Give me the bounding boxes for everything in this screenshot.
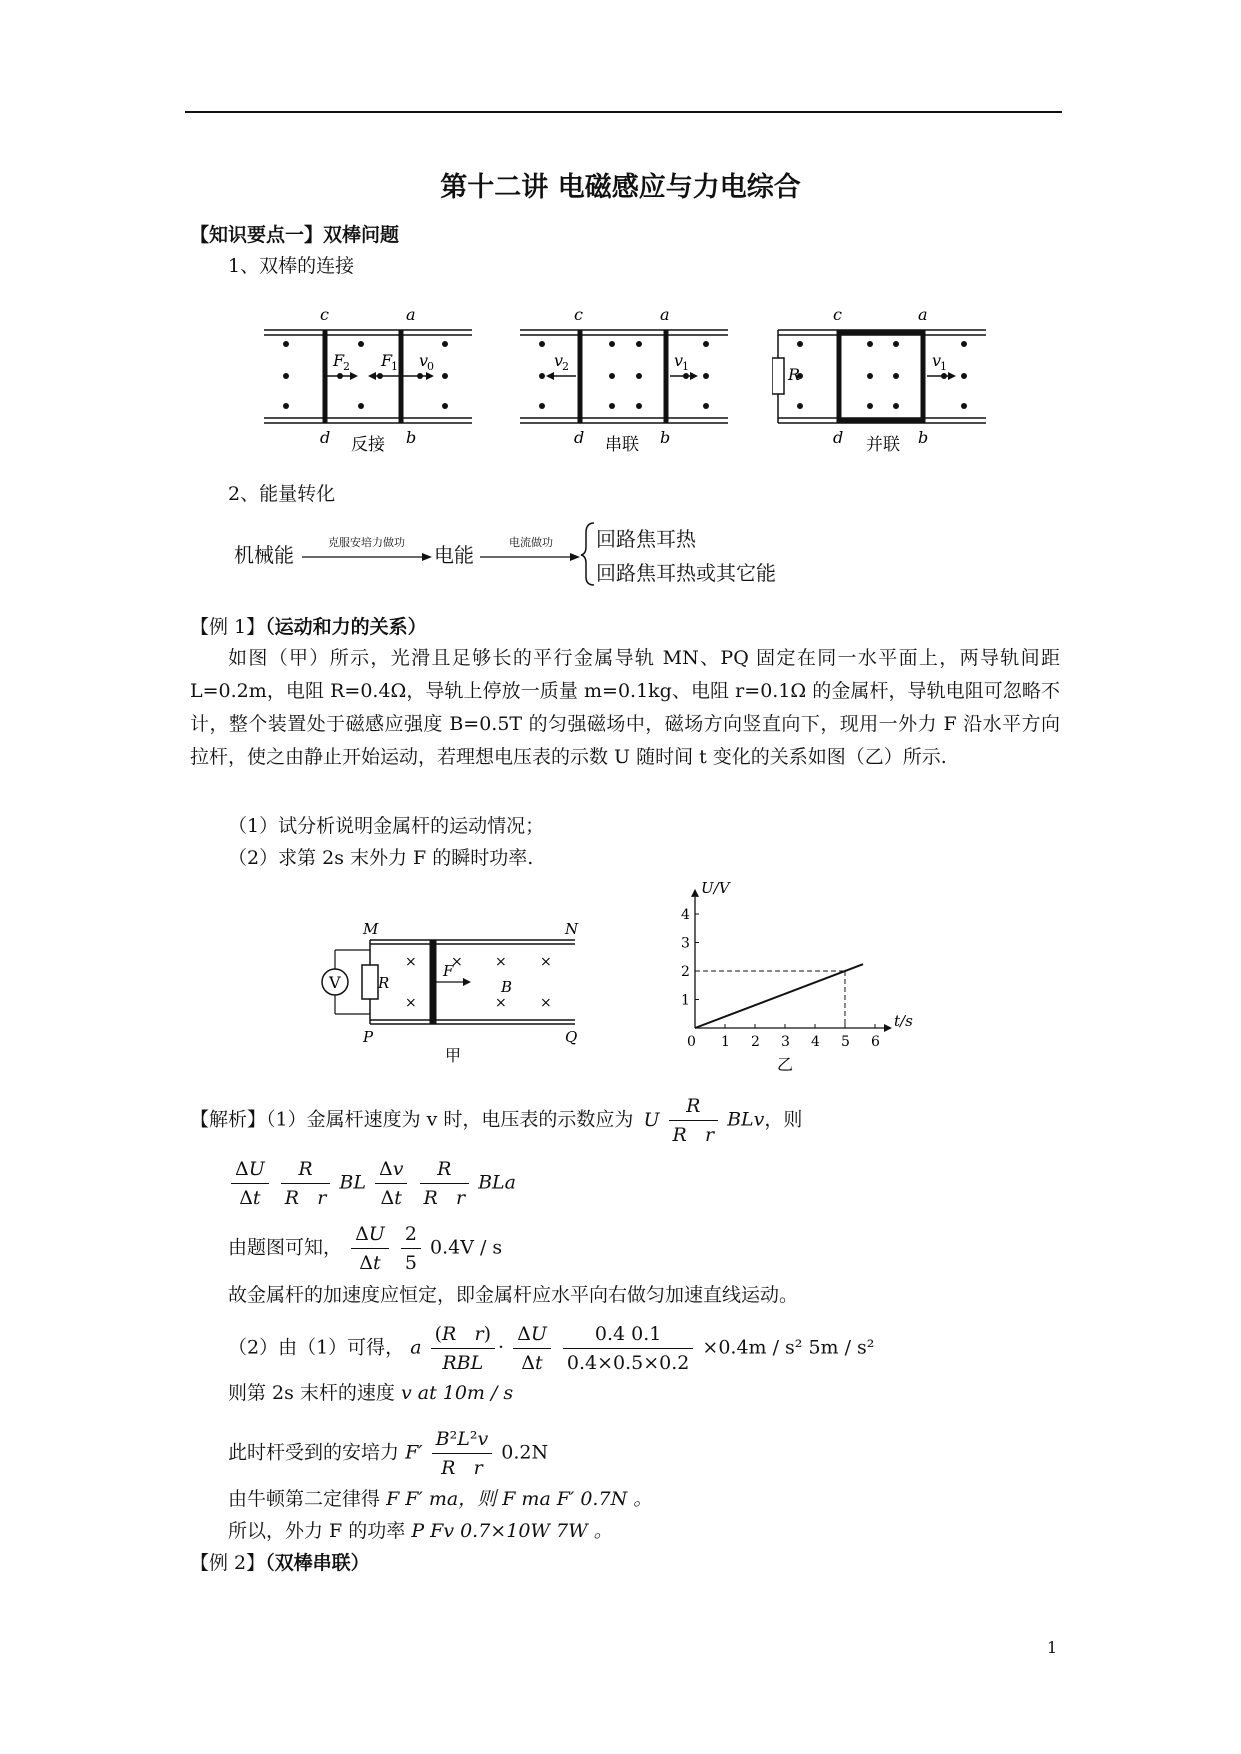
subsection-energy: 2、能量转化 [228,483,336,505]
diagram-parallel-connection [772,300,992,460]
solution-l3-val: 0.4V / s [430,1236,503,1259]
mechanical-energy: 机械能 [234,543,294,567]
x-axis-arrow [884,1024,892,1032]
y-tick-label: 4 [681,907,690,923]
solution-l5-den: 0.4×0.5×0.2 [566,1352,690,1374]
example1-heading [190,612,427,639]
label-R: R [378,974,390,992]
example2-label: 【例 2】 [190,1552,266,1574]
caption-series: 串联 [605,435,639,455]
x-tick-label: 4 [811,1034,820,1050]
label-c: c [833,305,842,324]
y-tick-label: 1 [681,992,690,1009]
label-d: d [574,428,585,447]
solution-l1-tail: ，则 [764,1108,803,1131]
y-tick-label: 3 [681,935,690,952]
figure-jia-circuit [315,918,595,1068]
cross-mark: × [495,995,507,1011]
solution-label: 【解析】 [190,1108,267,1131]
solution-line4: 故金属杆的加速度应恒定，即金属杆应水平向右做匀加速直线运动。 [228,1284,799,1306]
label-b: b [406,428,417,447]
label-b: b [918,428,929,447]
label-P: P [363,1028,374,1046]
header-rule [185,111,1062,113]
y-axis-arrow [691,889,699,897]
label-v1: v [932,351,942,370]
caption-reverse: 反接 [351,435,385,455]
solution-line7: 此时杆受到的安培力 F′ $\frac{\text{B²L²v}}{\text{R r}}$ 0.2N [228,1425,548,1482]
solution-line5: （2）由（1）可得， a $\frac{\text{(R r)}}{\text{RBL}}$ · $\frac{\Delta U}{\Delta t}$ $\frac{0.4 0.1}{0.4\times 0.5\times 0.2}$ ×0.4m / s² 5m / s² [228,1320,874,1377]
diagram-reverse-connection [258,300,478,460]
solution-l3-text: 由题图可知， [228,1236,343,1259]
section-heading: 【知识要点一】双棒问题 [190,224,400,246]
label-v2: v [554,351,564,370]
label-F1: F [381,351,393,370]
solution-l7-res: 0.2N [501,1441,549,1464]
cross-mark: × [405,995,417,1011]
label-d: d [320,428,331,447]
label-d: d [833,428,844,447]
chart-ylabel: U/V [701,878,730,897]
figure-yi-chart [675,878,935,1078]
solution-line8 [228,1484,652,1514]
x-tick-label: 2 [751,1034,760,1050]
arrow2-label: 电流做功 [509,536,553,549]
arrow-right-icon [302,551,432,563]
solution-line1: 【解析】（1）金属杆速度为 v 时，电压表的示数应为 U $\frac{R}{\text{R r}}$ BLv，则 [190,1092,802,1149]
solution-l5-num: 0.4 0.1 [563,1320,694,1349]
voltmeter-label: V [329,973,341,992]
example1-topic: （运动和力的关系） [265,616,427,638]
cross-mark: × [540,954,552,970]
solution-line9 [228,1516,613,1546]
cross-mark: × [495,954,507,970]
label-a: a [406,305,416,324]
label-N: N [565,920,579,938]
solution-l6-text: 则第 2s 末杆的速度 [228,1382,395,1404]
label-b: b [660,428,671,447]
solution-l1-text: （1）金属杆速度为 v 时，电压表的示数应为 [266,1108,634,1131]
label-v1-sub: 1 [682,360,689,373]
label-c: c [574,305,583,324]
solution-l5-res: ×0.4m / s² 5m / s² [702,1336,875,1359]
label-a: a [660,305,670,324]
label-F2: F [333,351,345,370]
subsection-connection: 1、双棒的连接 [228,255,355,277]
y-tick-label: 2 [681,964,690,980]
solution-line3: 由题图可知， $\frac{\Delta U}{\Delta t}$ $\frac{2}{5}$ 0.4V / s [228,1220,502,1277]
example1-problem-text: 如图（甲）所示，光滑且足够长的平行金属导轨 MN、PQ 固定在同一水平面上，两导轨间距 L=0.2m，电阻 R=0.4Ω，导轨上停放一质量 m=0.1kg、电阻 r=0.1Ω 的金属杆，导轨电阻可忽略不计，整个装置处于磁感应强度 B=0.5T 的匀强磁场中，磁场方向竖直向下，现用一外力 F 沿水平方向拉杆，使之由静止开始运动，若理想电压表的示数 U 随时间 t 变化的关系如图（乙）所示. [190,647,1060,768]
solution-l5-text: （2）由（1）可得， [228,1336,405,1359]
arrow1-label: 克服安培力做功 [328,536,405,549]
solution-l6-math: v at 10m / s [400,1382,514,1404]
label-v0: v [419,351,429,370]
x-tick-label: 3 [781,1034,790,1050]
solution-l9-math: P Fv 0.7×10W 7W 。 [411,1520,613,1542]
electric-energy: 电能 [434,543,474,567]
x-tick-label: 0 [687,1034,696,1050]
example2-topic: （双棒串联） [265,1552,370,1574]
x-tick-label: 5 [841,1034,850,1050]
brace-icon [580,521,596,587]
solution-l8-text: 由牛顿第二定律得 [228,1488,381,1510]
label-v2-sub: 2 [562,360,569,373]
label-F2-sub: 2 [343,360,350,373]
label-v1-sub: 1 [940,360,947,373]
example1-question1: （1）试分析说明金属杆的运动情况； [228,815,545,837]
label-F1-sub: 1 [391,360,398,373]
energy-flow [234,523,834,593]
cross-mark: × [405,954,417,970]
label-v0-sub: 0 [427,360,434,373]
solution-l8-math: F F′ ma，则 F ma F′ 0.7N 。 [386,1488,653,1510]
diagram-series-connection [514,300,734,460]
caption-parallel: 并联 [866,435,900,455]
page-title: 第十二讲 电磁感应与力电综合 [440,172,801,203]
label-a: a [918,305,928,324]
example1-question2: （2）求第 2s 末外力 F 的瞬时功率. [228,847,534,869]
label-M: M [363,920,379,938]
cross-mark: × [540,995,552,1011]
example1-label: 【例 1】 [190,616,266,638]
label-F: F [443,962,454,980]
label-c: c [320,305,329,324]
solution-line6 [228,1378,513,1408]
label-R: R [788,365,801,384]
output-joule-heat: 回路焦耳热 [596,527,696,551]
solution-line2: $\frac{\Delta U}{\Delta t}$ $\frac{R}{\text{R r}}$ BL $\frac{\Delta v}{\Delta t}$ $\frac{R}{\text{R r}}$ BLa [228,1155,516,1212]
caption-jia: 甲 [445,1046,462,1065]
label-v1: v [674,351,684,370]
x-tick-label: 6 [871,1034,880,1050]
page-number: 1 [1047,1638,1058,1657]
label-B: B [501,978,513,996]
cross-mark: × [451,954,463,970]
arrow-right-icon [480,551,580,563]
chart-caption: 乙 [777,1055,794,1074]
solution-l7-text: 此时杆受到的安培力 [228,1441,400,1464]
output-joule-or-other: 回路焦耳热或其它能 [596,561,776,585]
example2-heading [190,1548,370,1575]
chart-xlabel: t/s [894,1012,913,1030]
label-Q: Q [565,1028,578,1046]
x-tick-label: 1 [721,1034,730,1050]
series-line [695,964,863,1028]
solution-l9-text: 所以，外力 F 的功率 [228,1520,406,1542]
